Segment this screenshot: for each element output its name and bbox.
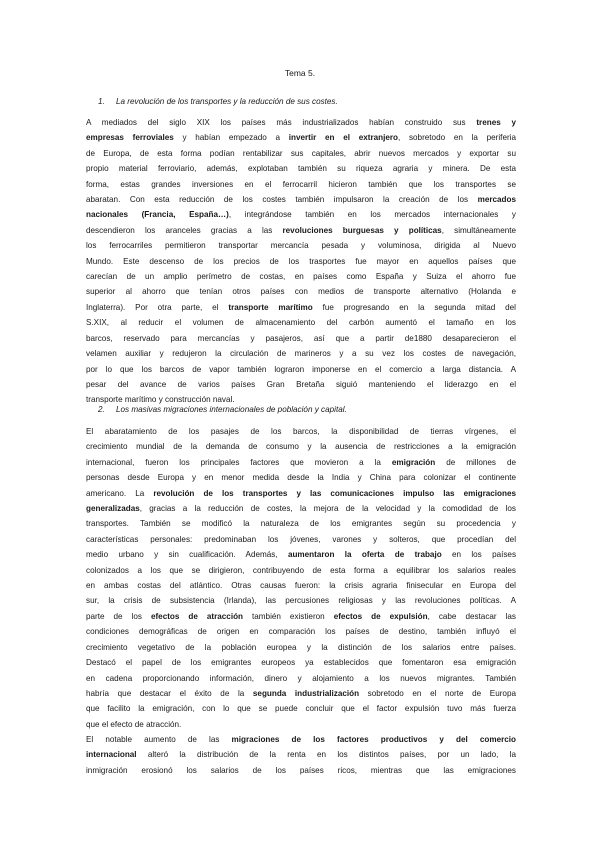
- text-line: [86, 269, 516, 284]
- text-line: [86, 315, 516, 330]
- text-line: [86, 207, 516, 222]
- text-run: carecían de un amplio perímetro de costas, en países como España y Suiza el ahorro fue: [86, 272, 516, 282]
- text-line: [86, 300, 516, 315]
- document-title: Tema 5.: [284, 68, 316, 78]
- text-run: forma, estas grandes inversiones en el ferrocarril hicieron también que los transportes se: [86, 179, 516, 189]
- text-run: descendieron los aranceles gracias a las: [86, 225, 283, 235]
- text-run: medio urbano y sin cualificación. Además,: [86, 550, 288, 560]
- bold-text: transporte marítimo: [228, 302, 313, 312]
- text-run: alteró la distribución de la renta en los distintos países, por un lado, la: [136, 750, 516, 760]
- section-heading-2: [98, 402, 347, 417]
- text-run: de Europa, de esta forma podían rentabilizar sus capitales, abrir nuevos mercados y exportar su: [86, 148, 516, 158]
- text-run: parte de los: [86, 611, 151, 621]
- text-run: de millones de: [435, 457, 516, 467]
- text-line: [86, 563, 516, 578]
- bold-text: invertir en el extranjero: [288, 133, 398, 143]
- text-line: [86, 238, 516, 253]
- text-line: [86, 130, 516, 145]
- bold-text: nacionales (Francia, España…): [86, 210, 229, 220]
- text-line: [86, 284, 516, 299]
- text-line: [86, 192, 516, 207]
- text-line: [86, 640, 516, 655]
- text-run: colonizados a los que se dirigieron, contribuyendo de esta forma a equilibrar los salarios reales: [86, 565, 516, 575]
- text-line: [86, 439, 516, 454]
- text-run: y habían empezado a: [173, 133, 289, 143]
- text-line: [86, 763, 516, 778]
- text-line: [86, 516, 516, 531]
- bold-text: emigración: [391, 457, 436, 467]
- text-run: sur, la crisis de subsistencia (Irlanda), las percusiones religiosas y las revoluciones políticas. A: [86, 596, 516, 606]
- text-run: , integrándose también en los mercados internacionales y: [228, 210, 516, 220]
- bold-text: trenes y: [476, 118, 516, 127]
- bold-text: mercados: [477, 195, 516, 205]
- text-line: [86, 655, 516, 670]
- paragraph: [86, 115, 516, 408]
- text-run: por lo que los barcos de vapor también lograron imponerse en el comercio a larga distancia. A: [86, 364, 516, 374]
- text-run: en cadena proporcionando información, dinero y alojamiento a los nuevos migrantes. También: [86, 673, 516, 683]
- text-line: [86, 377, 516, 392]
- bold-text: generalizadas: [86, 504, 140, 514]
- text-run: que el efecto de atracción.: [86, 719, 182, 729]
- text-line: [86, 346, 516, 361]
- text-line: [86, 609, 516, 624]
- text-line: [86, 362, 516, 377]
- text-run: superior al ahorro que tenían otros países con medios de transporte alternativo (Holanda e: [86, 287, 516, 297]
- text-line: [86, 486, 516, 501]
- text-line: [86, 115, 516, 130]
- text-line: [86, 331, 516, 346]
- text-line: [86, 146, 516, 161]
- bold-text: empresas ferroviales: [86, 133, 174, 143]
- text-run: A mediados del siglo XIX los países más industrializados habían construido sus: [86, 118, 477, 127]
- text-run: Destacó el papel de los emigrantes europeos ya establecidos que fomentaron esa emigración: [86, 658, 516, 668]
- text-line: [86, 547, 516, 562]
- text-run: en ambas costas del atlántico. Otras causas fueron: la crisis agraria finisecular en Europa del: [86, 581, 516, 591]
- text-line: [86, 501, 516, 516]
- text-run: propio material ferroviario, además, explotaban también su riqueza agraria y minera. De esta: [86, 164, 516, 174]
- text-run: velamen auxiliar y redujeron la circulación de marineros y a su vez los costes de navegación,: [86, 349, 516, 359]
- text-run: crecimiento mundial de la demanda de consumo y la ausencia de restricciones a la emigración: [86, 442, 516, 452]
- section-heading-text: Los masivas migraciones internacionales de población y capital.: [116, 405, 347, 414]
- text-line: [86, 254, 516, 269]
- text-run: , gracias a la reducción de costes, la mejora de la velocidad y la comodidad de los: [139, 504, 516, 514]
- text-run: personas desde Europa y en menor medida desde la India y China para colonizar el continente: [86, 473, 516, 483]
- text-line: [86, 470, 516, 485]
- text-run: condiciones demográficas de origen en comparación los países de destino, también influyó el: [86, 627, 516, 637]
- paragraph: [86, 732, 516, 778]
- text-run: transporte marítimo y construcción naval.: [86, 395, 235, 405]
- text-run: El notable aumento de las: [86, 735, 232, 744]
- text-run: los ferrocarriles permitieron transportar mercancía pesada y voluminosa, dirigida al Nuevo: [86, 241, 516, 251]
- text-run: características personales: predominaban los jóvenes, varones y solteros, que procedían del: [86, 534, 516, 544]
- text-run: que facilito la emigración, con lo que se puede concluir que el factor expulsión tuvo más fuerza: [86, 704, 516, 714]
- text-run: El abaratamiento de los pasajes de los barcos, la disponibilidad de tierras vírgenes, el: [86, 427, 516, 436]
- text-run: sobretodo en el norte de Europa: [359, 688, 516, 698]
- text-line: [86, 624, 516, 639]
- section-heading-text: La revolución de los transportes y la reducción de sus costes.: [116, 97, 338, 106]
- text-line: [86, 161, 516, 176]
- bold-text: migraciones de los factores productivos y del comercio: [231, 735, 516, 744]
- text-run: Inglaterra). Por otra parte, el: [86, 302, 229, 312]
- text-run: internacional, fueron los principales factores que movieron a la: [86, 457, 392, 467]
- text-run: también existieron: [243, 611, 334, 621]
- text-line: [86, 424, 516, 439]
- bold-text: aumentaron la oferta de trabajo: [287, 550, 442, 560]
- section-heading-1: [98, 94, 338, 109]
- text-line: [86, 671, 516, 686]
- text-run: abaratan. Con esta reducción de los costes también impulsaron la creación de los: [86, 195, 478, 205]
- text-line: [86, 455, 516, 470]
- text-run: S.XIX, al reducir el volumen de almacenamiento del carbón aumentó el tamaño en los: [86, 318, 516, 328]
- text-run: , cabe destacar las: [427, 611, 516, 621]
- text-run: , simultáneamente: [441, 225, 517, 235]
- text-line: [86, 578, 516, 593]
- text-run: inmigración erosionó los salarios de los países ricos, mientras que las emigraciones: [86, 765, 516, 775]
- bold-text: efectos de expulsión: [333, 611, 428, 621]
- text-run: barcos, reservado para mercancías y pasajeros, así que a partir de1880 desaparecieron el: [86, 333, 516, 343]
- text-line: [86, 177, 516, 192]
- bold-text: internacional: [86, 750, 137, 760]
- text-run: fue progresando en la segunda mitad del: [312, 302, 516, 312]
- text-line: [86, 747, 516, 762]
- text-run: crecimiento vegetativo de la población europea y la distinción de los salarios entre países.: [86, 642, 516, 652]
- text-line: [86, 593, 516, 608]
- text-run: transportes. También se modificó la naturaleza de los emigrantes según su procedencia y: [86, 519, 516, 529]
- bold-text: revoluciones burguesas y políticas: [282, 225, 442, 235]
- bold-text: segunda industrialización: [252, 688, 360, 698]
- text-line: [86, 717, 516, 732]
- text-run: , sobretodo en la periferia: [398, 133, 516, 143]
- bold-text: revolución de los transportes y las comunicaciones impulso las emigraciones: [153, 488, 516, 498]
- text-run: pesar del avance de varios países Gran Bretaña siguió manteniendo el liderazgo en el: [86, 379, 516, 389]
- text-line: [86, 701, 516, 716]
- text-run: en los países: [441, 550, 517, 560]
- text-line: [86, 732, 516, 747]
- section-number: 2.: [98, 405, 105, 414]
- text-run: americano. La: [86, 488, 154, 498]
- text-line: [86, 532, 516, 547]
- text-run: Mundo. Este descenso de los precios de los trasportes fue mayor en aquellos países que: [86, 256, 516, 266]
- bold-text: efectos de atracción: [150, 611, 244, 621]
- paragraph: [86, 424, 516, 732]
- text-run: habría que destacar el éxito de la: [86, 688, 253, 698]
- section-number: 1.: [98, 97, 105, 106]
- text-line: [86, 223, 516, 238]
- text-line: [86, 686, 516, 701]
